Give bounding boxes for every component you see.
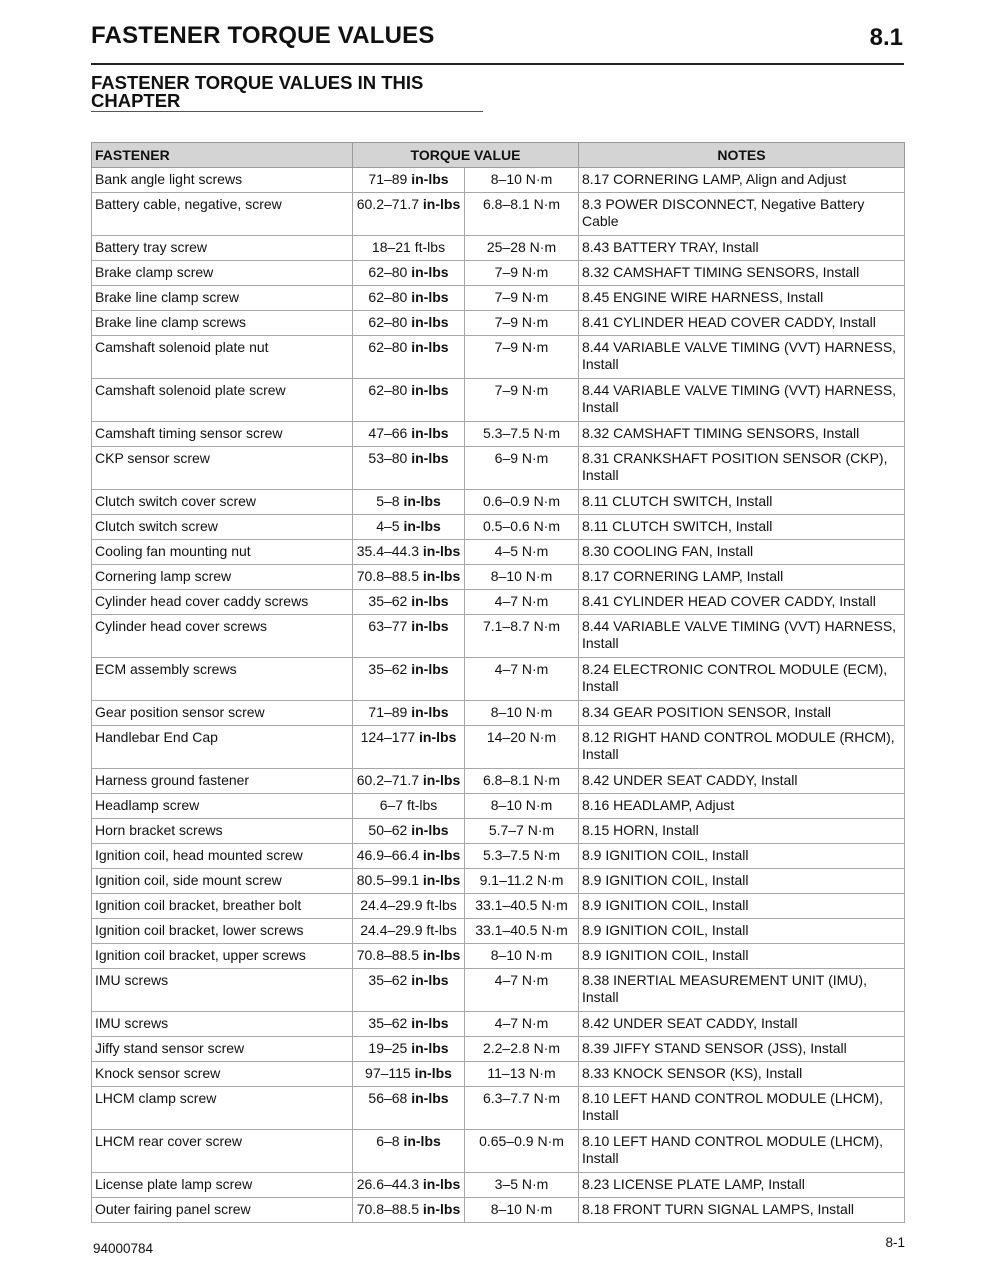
notes-cell: 8.9 IGNITION COIL, Install	[579, 869, 905, 894]
torque-us-value: 35–62	[368, 1015, 408, 1031]
notes-cell: 8.38 INERTIAL MEASUREMENT UNIT (IMU), Install	[579, 969, 905, 1012]
table-row	[92, 590, 905, 615]
torque-us-cell	[353, 1012, 465, 1037]
table-row	[92, 844, 905, 869]
torque-us-value: 24.4–29.9	[360, 922, 423, 938]
table-header-row	[92, 143, 905, 168]
torque-us-unit: in-lbs	[422, 568, 461, 584]
torque-us-value: 4–5	[376, 518, 400, 534]
table-row	[92, 1037, 905, 1062]
torque-metric-cell: 5.3–7.5 N·m	[465, 844, 579, 869]
table-row	[92, 540, 905, 565]
fastener-cell: Brake line clamp screws	[92, 311, 353, 336]
torque-us-value: 62–80	[368, 264, 408, 280]
torque-us-cell	[353, 894, 465, 919]
table-row	[92, 1012, 905, 1037]
notes-cell: 8.41 CYLINDER HEAD COVER CADDY, Install	[579, 590, 905, 615]
fastener-cell: Cylinder head cover screws	[92, 615, 353, 658]
torque-metric-cell: 8–10 N·m	[465, 701, 579, 726]
torque-us-cell	[353, 515, 465, 540]
torque-us-value: 50–62	[368, 822, 408, 838]
torque-us-cell	[353, 615, 465, 658]
torque-us-value: 53–80	[368, 450, 408, 466]
torque-metric-cell: 7–9 N·m	[465, 286, 579, 311]
torque-us-unit: in-lbs	[422, 543, 461, 559]
table-row	[92, 701, 905, 726]
torque-us-value: 71–89	[368, 704, 408, 720]
torque-metric-cell: 6.8–8.1 N·m	[465, 769, 579, 794]
fastener-cell: ECM assembly screws	[92, 658, 353, 701]
torque-us-value: 71–89	[368, 171, 408, 187]
torque-us-unit: in-lbs	[411, 289, 449, 305]
torque-us-unit: in-lbs	[422, 872, 461, 888]
torque-us-cell	[353, 590, 465, 615]
torque-us-cell	[353, 286, 465, 311]
notes-cell: 8.11 CLUTCH SWITCH, Install	[579, 515, 905, 540]
torque-us-value: 80.5–99.1	[356, 872, 420, 888]
torque-us-cell	[353, 261, 465, 286]
fastener-cell: Ignition coil bracket, lower screws	[92, 919, 353, 944]
torque-metric-cell: 7–9 N·m	[465, 336, 579, 379]
torque-us-cell	[353, 658, 465, 701]
torque-us-value: 19–25	[368, 1040, 408, 1056]
fastener-cell: Camshaft solenoid plate nut	[92, 336, 353, 379]
torque-us-cell	[353, 311, 465, 336]
table-row	[92, 1062, 905, 1087]
table-row	[92, 819, 905, 844]
fastener-cell: Jiffy stand sensor screw	[92, 1037, 353, 1062]
torque-us-cell	[353, 944, 465, 969]
torque-us-value: 6–7	[379, 797, 404, 813]
fastener-cell: Gear position sensor screw	[92, 701, 353, 726]
fastener-cell: Cornering lamp screw	[92, 565, 353, 590]
table-row	[92, 236, 905, 261]
fastener-cell: Brake line clamp screw	[92, 286, 353, 311]
fastener-cell: Cooling fan mounting nut	[92, 540, 353, 565]
notes-cell: 8.11 CLUTCH SWITCH, Install	[579, 490, 905, 515]
torque-us-cell	[353, 869, 465, 894]
table-row	[92, 336, 905, 379]
torque-metric-cell: 4–7 N·m	[465, 1012, 579, 1037]
torque-metric-cell: 33.1–40.5 N·m	[465, 919, 579, 944]
table-row	[92, 1173, 905, 1198]
fastener-cell: Ignition coil, head mounted screw	[92, 844, 353, 869]
torque-metric-cell: 8–10 N·m	[465, 168, 579, 193]
torque-table	[91, 142, 905, 1223]
torque-us-cell	[353, 540, 465, 565]
torque-us-value: 124–177	[360, 729, 416, 745]
fastener-cell: Ignition coil bracket, breather bolt	[92, 894, 353, 919]
table-row	[92, 379, 905, 422]
torque-metric-cell: 0.65–0.9 N·m	[465, 1130, 579, 1173]
notes-cell: 8.16 HEADLAMP, Adjust	[579, 794, 905, 819]
torque-metric-cell: 11–13 N·m	[465, 1062, 579, 1087]
torque-us-unit: in-lbs	[411, 425, 449, 441]
torque-us-unit: in-lbs	[403, 1133, 441, 1149]
document-number: 94000784	[93, 1241, 154, 1256]
fastener-cell: Bank angle light screws	[92, 168, 353, 193]
torque-us-unit: in-lbs	[411, 661, 449, 677]
table-row	[92, 422, 905, 447]
notes-cell: 8.44 VARIABLE VALVE TIMING (VVT) HARNESS, Install	[579, 615, 905, 658]
fastener-cell: Camshaft timing sensor screw	[92, 422, 353, 447]
table-row	[92, 490, 905, 515]
torque-us-value: 35–62	[368, 593, 408, 609]
fastener-cell: IMU screws	[92, 1012, 353, 1037]
notes-cell: 8.9 IGNITION COIL, Install	[579, 844, 905, 869]
torque-metric-cell: 4–7 N·m	[465, 969, 579, 1012]
torque-metric-cell: 8–10 N·m	[465, 565, 579, 590]
notes-cell: 8.15 HORN, Install	[579, 819, 905, 844]
table-row	[92, 565, 905, 590]
torque-metric-cell: 8–10 N·m	[465, 1198, 579, 1223]
torque-us-value: 62–80	[368, 382, 408, 398]
torque-us-unit: in-lbs	[414, 1065, 452, 1081]
fastener-cell: Battery tray screw	[92, 236, 353, 261]
torque-metric-cell: 5.7–7 N·m	[465, 819, 579, 844]
torque-us-value: 18–21	[371, 239, 411, 255]
fastener-cell: CKP sensor screw	[92, 447, 353, 490]
torque-us-cell	[353, 769, 465, 794]
torque-us-value: 56–68	[368, 1090, 408, 1106]
torque-us-value: 35–62	[368, 972, 408, 988]
torque-us-cell	[353, 844, 465, 869]
torque-us-unit: in-lbs	[422, 1201, 461, 1217]
torque-us-value: 62–80	[368, 289, 408, 305]
fastener-cell: LHCM clamp screw	[92, 1087, 353, 1130]
table-row	[92, 193, 905, 236]
fastener-cell: Cylinder head cover caddy screws	[92, 590, 353, 615]
torque-us-unit: in-lbs	[411, 618, 449, 634]
torque-us-cell	[353, 1087, 465, 1130]
torque-us-cell	[353, 1062, 465, 1087]
torque-us-unit: in-lbs	[422, 847, 461, 863]
header-divider	[91, 63, 904, 65]
torque-us-unit: in-lbs	[411, 704, 449, 720]
table-row	[92, 286, 905, 311]
fastener-cell: IMU screws	[92, 969, 353, 1012]
torque-metric-cell: 7–9 N·m	[465, 379, 579, 422]
torque-us-unit: in-lbs	[411, 450, 449, 466]
torque-us-unit: in-lbs	[422, 1176, 461, 1192]
notes-cell: 8.45 ENGINE WIRE HARNESS, Install	[579, 286, 905, 311]
fastener-cell: Battery cable, negative, screw	[92, 193, 353, 236]
torque-us-value: 63–77	[368, 618, 408, 634]
torque-us-value: 62–80	[368, 339, 408, 355]
torque-us-value: 35–62	[368, 661, 408, 677]
notes-cell: 8.10 LEFT HAND CONTROL MODULE (LHCM), Install	[579, 1130, 905, 1173]
table-row	[92, 311, 905, 336]
table-row	[92, 1087, 905, 1130]
fastener-cell: Camshaft solenoid plate screw	[92, 379, 353, 422]
torque-us-cell	[353, 1198, 465, 1223]
table-row	[92, 615, 905, 658]
table-row	[92, 168, 905, 193]
torque-us-value: 70.8–88.5	[356, 947, 420, 963]
notes-cell: 8.42 UNDER SEAT CADDY, Install	[579, 1012, 905, 1037]
table-row	[92, 515, 905, 540]
torque-us-value: 60.2–71.7	[356, 772, 420, 788]
torque-us-unit: in-lbs	[411, 314, 449, 330]
torque-us-cell	[353, 726, 465, 769]
notes-cell: 8.10 LEFT HAND CONTROL MODULE (LHCM), Install	[579, 1087, 905, 1130]
torque-us-cell	[353, 379, 465, 422]
torque-us-unit: in-lbs	[422, 196, 461, 212]
torque-us-value: 5–8	[376, 493, 400, 509]
torque-us-unit: in-lbs	[411, 171, 449, 187]
torque-us-cell	[353, 1173, 465, 1198]
torque-us-unit: ft-lbs	[426, 922, 457, 938]
column-header-fastener: FASTENER	[92, 143, 353, 168]
torque-metric-cell: 7.1–8.7 N·m	[465, 615, 579, 658]
table-row	[92, 944, 905, 969]
torque-metric-cell: 4–7 N·m	[465, 658, 579, 701]
table-row	[92, 1198, 905, 1223]
torque-us-unit: in-lbs	[411, 339, 449, 355]
torque-us-unit: ft-lbs	[426, 897, 457, 913]
table-row	[92, 447, 905, 490]
torque-us-unit: in-lbs	[411, 1040, 449, 1056]
torque-us-cell	[353, 490, 465, 515]
torque-metric-cell: 0.5–0.6 N·m	[465, 515, 579, 540]
fastener-cell: Brake clamp screw	[92, 261, 353, 286]
torque-us-cell	[353, 819, 465, 844]
fastener-cell: Horn bracket screws	[92, 819, 353, 844]
notes-cell: 8.33 KNOCK SENSOR (KS), Install	[579, 1062, 905, 1087]
torque-us-cell	[353, 565, 465, 590]
notes-cell: 8.17 CORNERING LAMP, Install	[579, 565, 905, 590]
torque-metric-cell: 2.2–2.8 N·m	[465, 1037, 579, 1062]
torque-us-unit: in-lbs	[422, 772, 461, 788]
torque-us-value: 46.9–66.4	[356, 847, 420, 863]
fastener-cell: License plate lamp screw	[92, 1173, 353, 1198]
torque-us-unit: in-lbs	[411, 382, 449, 398]
torque-us-value: 60.2–71.7	[356, 196, 420, 212]
table-row	[92, 769, 905, 794]
torque-metric-cell: 4–7 N·m	[465, 590, 579, 615]
table-row	[92, 894, 905, 919]
torque-us-unit: in-lbs	[411, 264, 449, 280]
notes-cell: 8.24 ELECTRONIC CONTROL MODULE (ECM), Install	[579, 658, 905, 701]
torque-metric-cell: 5.3–7.5 N·m	[465, 422, 579, 447]
torque-us-unit: in-lbs	[403, 493, 441, 509]
notes-cell: 8.32 CAMSHAFT TIMING SENSORS, Install	[579, 422, 905, 447]
torque-metric-cell: 4–5 N·m	[465, 540, 579, 565]
column-header-torque: TORQUE VALUE	[353, 143, 579, 168]
table-row	[92, 1130, 905, 1173]
table-row	[92, 726, 905, 769]
notes-cell: 8.9 IGNITION COIL, Install	[579, 894, 905, 919]
torque-us-value: 6–8	[376, 1133, 400, 1149]
notes-cell: 8.12 RIGHT HAND CONTROL MODULE (RHCM), Install	[579, 726, 905, 769]
torque-us-value: 24.4–29.9	[360, 897, 423, 913]
torque-metric-cell: 8–10 N·m	[465, 944, 579, 969]
torque-us-unit: in-lbs	[411, 822, 449, 838]
torque-us-value: 97–115	[365, 1065, 411, 1081]
table-row	[92, 261, 905, 286]
notes-cell: 8.23 LICENSE PLATE LAMP, Install	[579, 1173, 905, 1198]
torque-us-unit: in-lbs	[411, 1015, 449, 1031]
fastener-cell: Handlebar End Cap	[92, 726, 353, 769]
fastener-cell: Ignition coil, side mount screw	[92, 869, 353, 894]
torque-metric-cell: 14–20 N·m	[465, 726, 579, 769]
torque-us-unit: in-lbs	[403, 518, 441, 534]
torque-metric-cell: 8–10 N·m	[465, 794, 579, 819]
torque-us-unit: ft-lbs	[414, 239, 446, 255]
notes-cell: 8.30 COOLING FAN, Install	[579, 540, 905, 565]
torque-us-value: 47–66	[368, 425, 408, 441]
torque-us-unit: in-lbs	[419, 729, 457, 745]
torque-metric-cell: 7–9 N·m	[465, 311, 579, 336]
torque-metric-cell: 9.1–11.2 N·m	[465, 869, 579, 894]
torque-us-value: 70.8–88.5	[356, 1201, 420, 1217]
table-row	[92, 658, 905, 701]
page-number: 8-1	[885, 1235, 905, 1250]
torque-us-cell	[353, 422, 465, 447]
table-row	[92, 919, 905, 944]
torque-metric-cell: 3–5 N·m	[465, 1173, 579, 1198]
torque-metric-cell: 6.8–8.1 N·m	[465, 193, 579, 236]
torque-us-unit: in-lbs	[411, 593, 449, 609]
notes-cell: 8.41 CYLINDER HEAD COVER CADDY, Install	[579, 311, 905, 336]
table-row	[92, 969, 905, 1012]
torque-us-cell	[353, 336, 465, 379]
torque-us-cell	[353, 168, 465, 193]
fastener-cell: Headlamp screw	[92, 794, 353, 819]
page-title: FASTENER TORQUE VALUES	[91, 22, 435, 49]
table-row	[92, 794, 905, 819]
notes-cell: 8.44 VARIABLE VALVE TIMING (VVT) HARNESS, Install	[579, 336, 905, 379]
chapter-number: 8.1	[869, 24, 903, 51]
torque-us-value: 35.4–44.3	[356, 543, 420, 559]
fastener-cell: Ignition coil bracket, upper screws	[92, 944, 353, 969]
torque-us-cell	[353, 1130, 465, 1173]
torque-metric-cell: 25–28 N·m	[465, 236, 579, 261]
column-header-notes: NOTES	[579, 143, 905, 168]
torque-us-unit: in-lbs	[411, 1090, 449, 1106]
fastener-cell: LHCM rear cover screw	[92, 1130, 353, 1173]
torque-us-value: 70.8–88.5	[356, 568, 420, 584]
torque-us-unit: in-lbs	[422, 947, 461, 963]
torque-metric-cell: 6–9 N·m	[465, 447, 579, 490]
notes-cell: 8.9 IGNITION COIL, Install	[579, 944, 905, 969]
fastener-cell: Clutch switch screw	[92, 515, 353, 540]
fastener-cell: Harness ground fastener	[92, 769, 353, 794]
torque-us-cell	[353, 794, 465, 819]
fastener-cell: Knock sensor screw	[92, 1062, 353, 1087]
torque-us-unit: ft-lbs	[406, 797, 438, 813]
table-row	[92, 869, 905, 894]
torque-us-cell	[353, 919, 465, 944]
notes-cell: 8.43 BATTERY TRAY, Install	[579, 236, 905, 261]
torque-us-cell	[353, 969, 465, 1012]
notes-cell: 8.31 CRANKSHAFT POSITION SENSOR (CKP), Install	[579, 447, 905, 490]
notes-cell: 8.17 CORNERING LAMP, Align and Adjust	[579, 168, 905, 193]
notes-cell: 8.3 POWER DISCONNECT, Negative Battery Cable	[579, 193, 905, 236]
torque-us-cell	[353, 1037, 465, 1062]
section-title: FASTENER TORQUE VALUES IN THIS CHAPTER	[91, 74, 483, 112]
torque-us-cell	[353, 701, 465, 726]
torque-us-cell	[353, 447, 465, 490]
table-body	[92, 168, 905, 1223]
notes-cell: 8.39 JIFFY STAND SENSOR (JSS), Install	[579, 1037, 905, 1062]
notes-cell: 8.44 VARIABLE VALVE TIMING (VVT) HARNESS, Install	[579, 379, 905, 422]
torque-metric-cell: 6.3–7.7 N·m	[465, 1087, 579, 1130]
torque-us-cell	[353, 193, 465, 236]
notes-cell: 8.18 FRONT TURN SIGNAL LAMPS, Install	[579, 1198, 905, 1223]
torque-metric-cell: 0.6–0.9 N·m	[465, 490, 579, 515]
notes-cell: 8.9 IGNITION COIL, Install	[579, 919, 905, 944]
torque-us-unit: in-lbs	[411, 972, 449, 988]
fastener-cell: Clutch switch cover screw	[92, 490, 353, 515]
torque-us-value: 26.6–44.3	[356, 1176, 420, 1192]
notes-cell: 8.34 GEAR POSITION SENSOR, Install	[579, 701, 905, 726]
fastener-cell: Outer fairing panel screw	[92, 1198, 353, 1223]
torque-us-cell	[353, 236, 465, 261]
torque-metric-cell: 33.1–40.5 N·m	[465, 894, 579, 919]
torque-us-value: 62–80	[368, 314, 408, 330]
notes-cell: 8.32 CAMSHAFT TIMING SENSORS, Install	[579, 261, 905, 286]
notes-cell: 8.42 UNDER SEAT CADDY, Install	[579, 769, 905, 794]
torque-metric-cell: 7–9 N·m	[465, 261, 579, 286]
